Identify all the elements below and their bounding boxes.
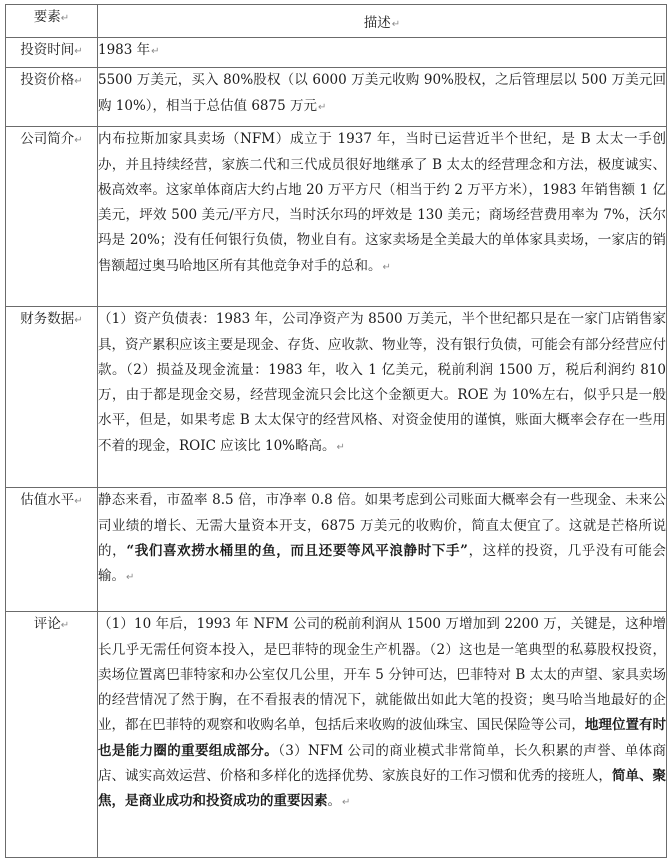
paragraph-mark-icon: ↵ [74, 135, 83, 147]
desc-text: （1）资产负债表：1983 年，公司净资产为 8500 万美元，半个世纪都只是在一家门店销售家具，资产累积应该主要是现金、存货、应收款、物业等，没有银行负债，可能会有部分经营应付款。（2）损益及现金流量：1983 年，收入 1 亿美元，税前利润 1500 万，税后利润约 810 万，由于都是现金交易，经营现金流只会比这个金额更大。ROE 为 10%左右，似乎只是一般水平，但是，如果考虑 B 太太保守的经营风格、对资金使用的谨慎，账面大概率会存在一些用不着的现金，ROIC 应该比 10%略高。 [98, 311, 666, 454]
paragraph-mark-icon: ↵ [336, 441, 345, 453]
header-desc-label: 描述 [363, 15, 391, 31]
row-key-cell [6, 38, 98, 68]
desc-text: （3）NFM 公司的商业模式非常简单，长久积累的声誉、单体商店、诚实高效运营、价格和多样化的选择优势、家族良好的工作习惯和优秀的接班人， [98, 742, 666, 785]
table-row-investment-time [6, 38, 667, 68]
row-desc-cell [98, 38, 667, 68]
paragraph-mark-icon: ↵ [382, 261, 391, 273]
row-key-label: 投资时间 [20, 42, 75, 59]
table-row-commentary [6, 612, 667, 858]
row-key-cell [6, 488, 98, 612]
paragraph-mark-icon: ↵ [151, 46, 160, 58]
desc-text: 静态来看，市盈率 8.5 倍，市净率 0.8 倍。如果考虑到公司账面大概率会有一些现金、未来公司业绩的增长、无需大量资本开支，6875 万美元的收购价，简直太便宜了。这就是芒格所说的， [98, 492, 666, 559]
table-row-company-profile [6, 127, 667, 307]
paragraph-mark-icon: ↵ [60, 13, 70, 24]
paragraph-mark-icon: ↵ [74, 496, 83, 508]
row-key-cell [6, 307, 98, 488]
table-row-investment-price [6, 68, 667, 127]
header-desc-cell [98, 5, 667, 38]
paragraph-mark-icon: ↵ [60, 620, 70, 632]
desc-text: 1983 年 [98, 42, 151, 59]
row-desc-cell [98, 488, 667, 612]
desc-text: 内布拉斯加家具卖场（NFM）成立于 1937 年，当时已运营近半个世纪，是 B 太太一手创办，并且持续经营，家族二代和三代成员很好地继承了 B 太太的经营理念和方法，极度诚实、极高效率。这家单体商店大约占地 20 万平方尺（相当于约 2 万平方米），1983 年销售额 1 亿美元，坪效 500 美元/平方尺，当时沃尔玛的坪效是 130 美元；商场经营费用率为 7%，沃尔玛是 20%；没有任何银行负债，物业自有。这家卖场是全美最大的单体家具卖场，一家店的销售额超过奥马哈地区所有其他竞争对手的总和。 [98, 131, 666, 274]
row-key-label: 财务数据 [20, 311, 75, 328]
row-desc-cell [98, 307, 667, 488]
paragraph-mark-icon: ↵ [318, 101, 327, 113]
row-key-cell [6, 612, 98, 858]
info-table [5, 4, 667, 858]
table-header-row [6, 5, 667, 38]
row-desc-cell [98, 612, 667, 858]
row-key-label: 评论 [33, 616, 61, 633]
header-key-cell [6, 5, 98, 38]
table-body [6, 38, 667, 858]
row-key-label: 估值水平 [20, 492, 75, 509]
emphasis-text: 简单、聚焦，是商业成功和投资成功的重要因素 [98, 768, 667, 810]
desc-text: 。 [327, 793, 341, 810]
row-key-cell [6, 68, 98, 127]
paragraph-mark-icon: ↵ [74, 315, 83, 327]
emphasis-text: “我们喜欢捞水桶里的鱼，而且还要等风平浪静时下手” [126, 542, 468, 559]
table-row-financial-data [6, 307, 667, 488]
paragraph-mark-icon: ↵ [74, 76, 83, 88]
paragraph-mark-icon: ↵ [74, 46, 83, 58]
row-key-cell [6, 127, 98, 307]
row-key-label: 公司简介 [20, 131, 75, 148]
desc-text: （1）10 年后，1993 年 NFM 公司的税前利润从 1500 万增加到 2200 万，关键是，这种增长几乎无需任何资本投入，是巴菲特的现金生产机器。（2）这也是一笔典型的私募股权投资，卖场位置离巴菲特家和办公室仅几公里，开车 5 分钟可达，巴菲特对 B 太太的声望、家具卖场的经营情况了然于胸，在不看报表的情况下，就能做出如此大笔的投资；奥马哈当地最好的企业，都在巴菲特的观察和收购名单，包括后来收购的波仙珠宝、国民保险等公司， [98, 616, 666, 734]
paragraph-mark-icon: ↵ [342, 797, 351, 809]
header-key-label: 要素 [33, 9, 61, 25]
row-desc-cell [98, 68, 667, 127]
table-row-valuation-level [6, 488, 667, 612]
desc-text: 5500 万美元，买入 80%股权（以 6000 万美元收购 90%股权，之后管理层以 500 万美元回购 10%），相当于总估值 6875 万元 [98, 72, 666, 114]
desc-text: ，这样的投资，几乎没有可能会输。 [98, 542, 667, 585]
emphasis-text: 地理位置有时也是能力圈的重要组成部分。 [98, 717, 667, 759]
row-key-label: 投资价格 [20, 72, 75, 89]
paragraph-mark-icon: ↵ [126, 572, 135, 584]
row-desc-cell [98, 127, 667, 307]
paragraph-mark-icon: ↵ [391, 19, 401, 30]
